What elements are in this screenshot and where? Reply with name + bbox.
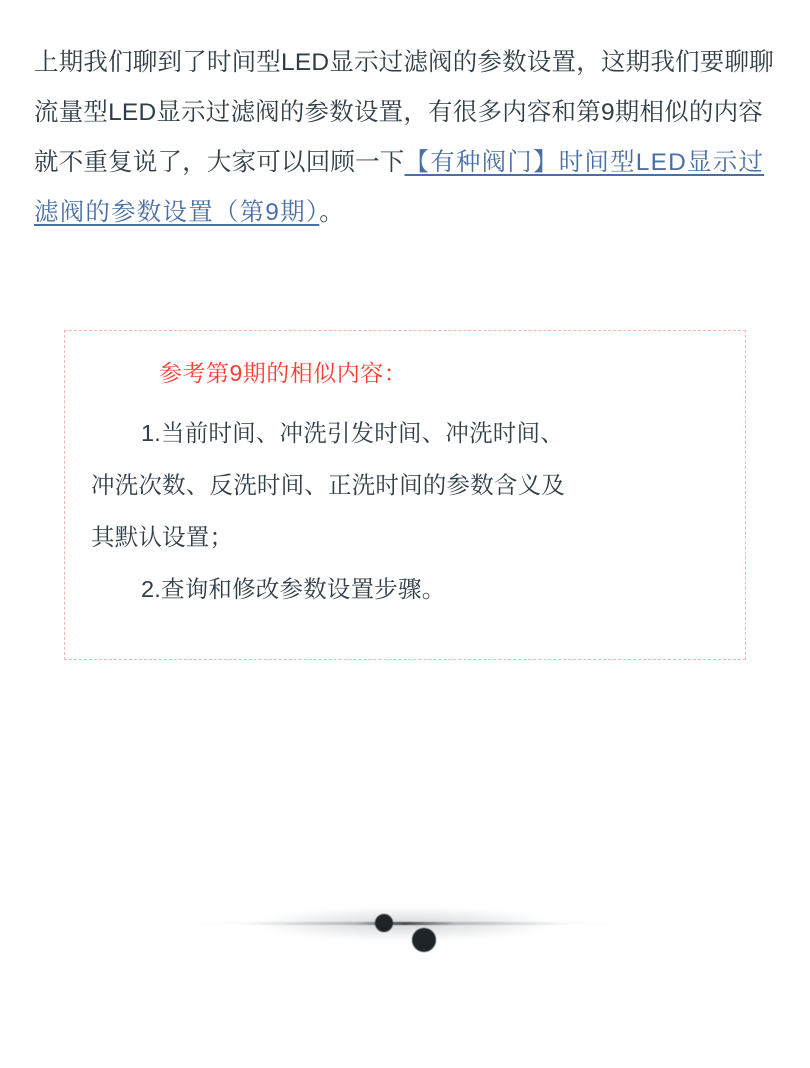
intro-line-1: 上期我们聊到了时间型LED显示过滤阀的参数设置，这期 [34, 49, 651, 76]
callout-title: 参考第9期的相似内容： [159, 360, 408, 386]
intro-line-2: 我们要聊聊流量型LED显示过滤阀的参数设置，有很多内 [34, 49, 774, 126]
intro-tail: 。 [319, 199, 344, 226]
divider-line [195, 922, 615, 925]
callout-body [91, 407, 719, 615]
divider-dot-right-icon [412, 928, 436, 952]
intro-paragraph [34, 38, 776, 238]
callout-item-2: 冲洗次数、反洗时间、正洗时间的参数含义及 [91, 472, 565, 498]
divider-dot-left-icon [375, 914, 393, 932]
intro-line-3: 容和第9期相似的内容就不重复说了，大家可以回顾一下 [34, 99, 763, 176]
callout-item-1: 1.当前时间、冲洗引发时间、冲洗时间、 [141, 420, 564, 446]
reference-callout-box [64, 330, 746, 660]
callout-item-4: 2.查询和修改参数设置步骤。 [141, 576, 446, 602]
section-divider [0, 880, 810, 990]
callout-item-3: 其默认设置； [91, 524, 234, 550]
spacer [34, 238, 776, 330]
related-article-link[interactable]: 【有种阀门】时间型LED显示过滤阀的参数设置（第9期） [34, 149, 765, 226]
